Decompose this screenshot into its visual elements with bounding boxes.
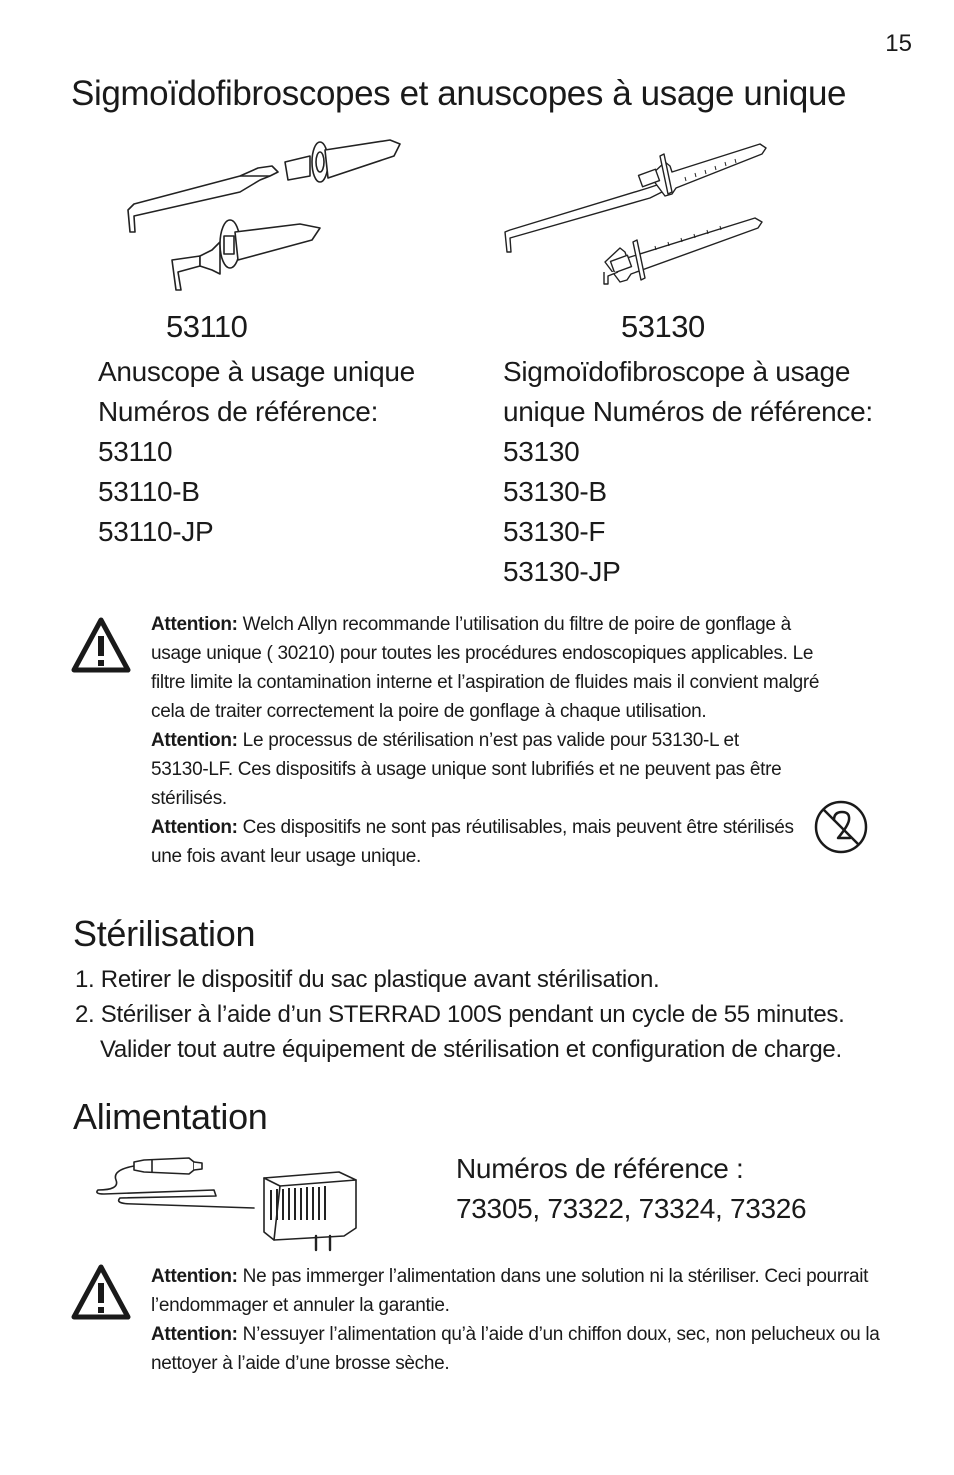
power-supply-reference-numbers [456,1149,806,1229]
page-number: 15 [885,30,912,57]
warning-triangle-icon [70,616,132,674]
warning-block-bottom [151,1262,926,1378]
warning-label: Attention: [151,730,238,751]
warning-paragraph [151,813,796,871]
anuscope-illustration [120,132,410,297]
part-number: 53130-B [503,476,607,507]
warning-text: N’essuyer l’alimentation qu’à l’aide d’un chiffon doux, sec, non pelucheux ou la nettoyer à l’aide d’une brosse sèche. [151,1324,880,1374]
alimentation-heading: Alimentation [73,1096,268,1137]
list-item: Valider tout autre équipement de stérilisation et configuration de charge. [100,1036,842,1063]
warning-label: Attention: [151,1324,238,1345]
product-description-53110 [98,352,415,552]
sterilisation-heading: Stérilisation [73,913,256,954]
sterilisation-steps [75,962,845,1067]
list-item: 2. Stériliser à l’aide d’un STERRAD 100S pendant un cycle de 55 minutes. [75,1001,845,1028]
reference-values: 73305, 73322, 73324, 73326 [456,1193,807,1224]
part-number: 53130 [503,436,580,467]
warning-block-top [151,610,831,871]
part-number: 53130-JP [503,556,621,587]
part-number: 53130-F [503,516,606,547]
product-title-line: Anuscope à usage unique [98,356,415,387]
warning-label: Attention: [151,614,238,635]
warning-label: Attention: [151,1266,238,1287]
warning-paragraph [151,726,791,813]
power-supply-illustration [94,1148,364,1253]
warning-paragraph [151,1262,926,1320]
product-description-53130 [503,352,873,592]
do-not-reuse-icon [812,798,870,856]
page-title: Sigmoïdofibroscopes et anuscopes à usage unique [71,74,847,113]
warning-text: Ces dispositifs ne sont pas réutilisables, mais peuvent être stérilisés une fois avant leur usage unique. [151,817,794,867]
warning-text: Welch Allyn recommande l’utilisation du filtre de poire de gonflage à usage unique ( 30210) pour toutes les procédures endoscopiques applicables. Le filtre limite la contamination interne et l’aspiration de fluides mais il convient malgré cela de traiter correctement la poire de gonflage à chaque utilisation. [151,614,820,722]
warning-text: Le processus de stérilisation n’est pas valide pour 53130-L et 53130-LF. Ces dispositifs à usage unique sont lubrifiés et ne peuvent pas être stérilisés. [151,730,782,809]
product-title-line: unique Numéros de référence: [503,396,873,427]
product-title-line: Sigmoïdofibroscope à usage [503,356,851,387]
warning-paragraph [151,610,831,726]
part-number: 53110 [98,436,173,467]
product-model-53110: 53110 [166,309,248,344]
list-item: 1. Retirer le dispositif du sac plastique avant stérilisation. [75,966,660,993]
reference-label: Numéros de référence : [456,1153,744,1184]
part-number: 53110-B [98,476,200,507]
sigmoidoscope-illustration [500,132,780,297]
part-number: 53110-JP [98,516,214,547]
product-model-53130: 53130 [621,309,705,344]
warning-text: Ne pas immerger l’alimentation dans une solution ni la stériliser. Ceci pourrait l’endommager et annuler la garantie. [151,1266,869,1316]
warning-triangle-icon [70,1263,132,1321]
warning-label: Attention: [151,817,238,838]
warning-paragraph [151,1320,926,1378]
product-title-line: Numéros de référence: [98,396,379,427]
